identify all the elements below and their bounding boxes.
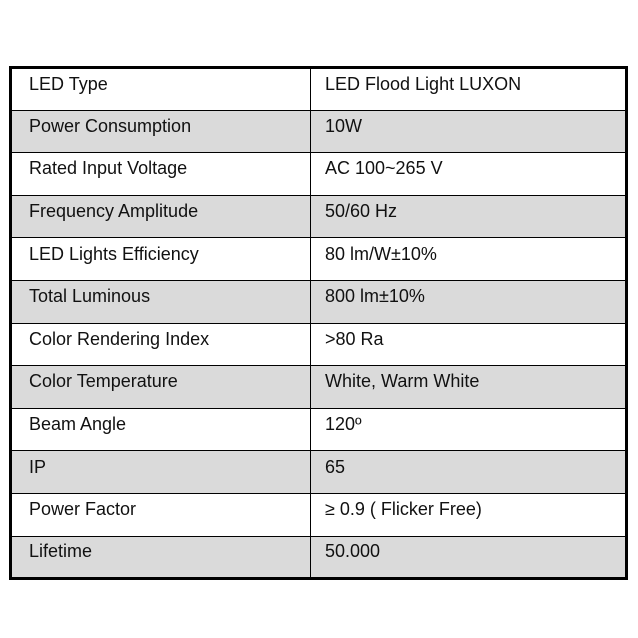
table-row [11, 153, 627, 196]
table-row [11, 280, 627, 323]
spec-table [9, 66, 628, 580]
spec-value: AC 100~265 V [311, 153, 627, 196]
spec-label: Lifetime [11, 536, 311, 579]
spec-value: 50.000 [311, 536, 627, 579]
spec-label: Rated Input Voltage [11, 153, 311, 196]
spec-value: 120º [311, 408, 627, 451]
spec-value: 65 [311, 451, 627, 494]
spec-label: Color Rendering Index [11, 323, 311, 366]
spec-label: Total Luminous [11, 280, 311, 323]
spec-label: LED Type [11, 68, 311, 111]
table-row [11, 195, 627, 238]
spec-value: LED Flood Light LUXON [311, 68, 627, 111]
spec-label: LED Lights Efficiency [11, 238, 311, 281]
spec-value: 80 lm/W±10% [311, 238, 627, 281]
spec-label: Color Temperature [11, 366, 311, 409]
spec-value: ≥ 0.9 ( Flicker Free) [311, 493, 627, 536]
spec-value: 800 lm±10% [311, 280, 627, 323]
table-row [11, 238, 627, 281]
table-row [11, 323, 627, 366]
table-row [11, 110, 627, 153]
spec-value: 10W [311, 110, 627, 153]
table-row [11, 408, 627, 451]
table-row [11, 451, 627, 494]
spec-label: Beam Angle [11, 408, 311, 451]
table-row [11, 366, 627, 409]
table-row [11, 536, 627, 579]
spec-value: 50/60 Hz [311, 195, 627, 238]
table-row [11, 68, 627, 111]
spec-label: Power Factor [11, 493, 311, 536]
spec-label: IP [11, 451, 311, 494]
spec-value: >80 Ra [311, 323, 627, 366]
spec-value: White, Warm White [311, 366, 627, 409]
table-row [11, 493, 627, 536]
spec-label: Frequency Amplitude [11, 195, 311, 238]
spec-label: Power Consumption [11, 110, 311, 153]
